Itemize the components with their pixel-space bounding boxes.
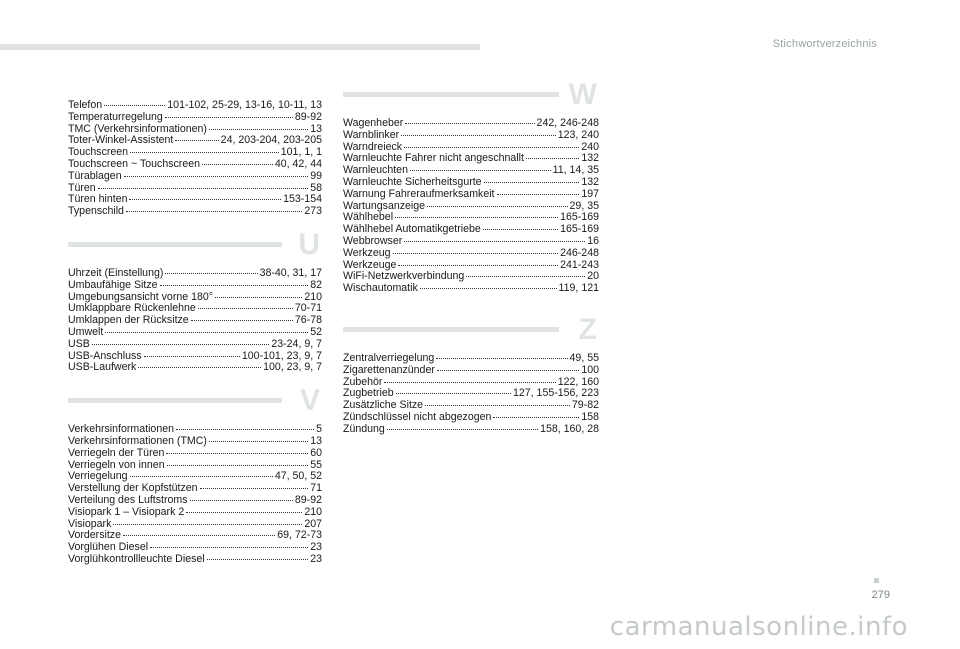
entry-term: Telefon	[68, 99, 103, 111]
letter-rule	[68, 242, 282, 247]
dot-leader	[144, 356, 240, 357]
entry-pages: 47, 50, 52	[274, 470, 322, 483]
letter-header-u	[68, 228, 322, 262]
entry-pages: 101, 1, 1	[280, 146, 322, 159]
dot-leader	[425, 405, 570, 406]
dot-leader	[436, 358, 567, 359]
index-entry	[343, 248, 599, 260]
header-rule	[0, 44, 480, 50]
entry-term: Visiopark	[68, 517, 112, 530]
dot-leader	[215, 297, 302, 298]
section-w	[343, 78, 599, 295]
dot-leader	[113, 524, 302, 525]
page-number: 279	[871, 589, 890, 601]
entry-pages: 55	[310, 458, 322, 471]
entry-pages: 210	[304, 290, 322, 303]
section-letter: U	[298, 227, 320, 261]
entry-pages: 273	[304, 205, 322, 218]
entry-pages: 241-243	[560, 258, 599, 271]
entry-term: Warndreieck	[343, 140, 403, 153]
entry-term: Verriegeln der Türen	[68, 446, 165, 459]
index-entry	[68, 554, 322, 566]
entry-pages: 58	[310, 181, 322, 194]
entry-pages: 165-169	[560, 223, 599, 236]
entry-term: Wagenheber	[343, 117, 404, 129]
dot-leader	[190, 500, 293, 501]
dot-leader	[98, 188, 309, 189]
dot-leader	[126, 211, 302, 212]
entry-pages: 23	[310, 552, 322, 565]
letter-header-w	[343, 78, 599, 112]
letter-rule	[343, 327, 559, 332]
dot-leader	[410, 170, 551, 171]
section-letter: W	[568, 78, 597, 111]
entry-term: Umklappen der Rücksitze	[68, 314, 189, 327]
entry-pages: 23-24, 9, 7	[271, 337, 322, 350]
index-entry	[343, 283, 599, 295]
index-entry	[68, 112, 322, 124]
dot-leader	[165, 117, 293, 118]
entry-pages: 13	[310, 122, 322, 135]
entry-term: Zubehör	[343, 375, 383, 388]
index-entry	[68, 362, 322, 374]
index-entry	[68, 495, 322, 507]
dot-leader	[165, 273, 257, 274]
entry-term: Vordersitze	[68, 529, 121, 542]
entry-term: Temperaturregelung	[68, 110, 163, 123]
entry-term: Zusätzliche Sitze	[343, 399, 424, 412]
dot-leader	[207, 559, 309, 560]
entry-term: USB-Anschluss	[68, 349, 142, 362]
index-entry	[68, 171, 322, 183]
dot-leader	[393, 253, 559, 254]
entry-pages: 101-102, 25-29, 13-16, 10-11, 13	[167, 99, 322, 111]
entry-pages: 5	[316, 423, 322, 436]
entry-term: Wählhebel Automatikgetriebe	[343, 223, 481, 236]
dot-leader	[387, 429, 538, 430]
entry-term: Uhrzeit (Einstellung)	[68, 266, 164, 279]
entry-pages: 240	[581, 140, 599, 153]
entry-term: Vorglühkontrollleuchte Diesel	[68, 552, 205, 565]
entry-term: Verstellung der Kopfstützen	[68, 482, 198, 495]
entry-term: Verkehrsinformationen	[68, 423, 174, 436]
watermark: carmanualsonline.info	[609, 612, 908, 642]
entry-term: Umbaufähige Sitze	[68, 278, 158, 291]
index-entry	[68, 436, 322, 448]
entry-list-t	[68, 100, 322, 218]
section-letter: Z	[578, 312, 597, 346]
entry-term: Visiopark 1 – Visiopark 2	[68, 505, 185, 518]
letter-header-z	[343, 313, 599, 347]
dot-leader	[405, 123, 534, 124]
entry-pages: 132	[581, 175, 599, 188]
entry-list-z	[343, 353, 599, 436]
dot-leader	[404, 147, 579, 148]
dot-leader	[176, 429, 314, 430]
entry-term: Werkzeug	[343, 246, 391, 259]
entry-pages: 38-40, 31, 17	[259, 266, 322, 279]
entry-term: Webbrowser	[343, 234, 403, 247]
entry-pages: 132	[581, 152, 599, 165]
entry-term: Wählhebel	[343, 211, 394, 224]
index-entry	[343, 189, 599, 201]
entry-pages: 60	[310, 446, 322, 459]
section-letter: V	[299, 384, 320, 418]
entry-pages: 100-101, 23, 9, 7	[241, 349, 322, 362]
entry-pages: 165-169	[560, 211, 599, 224]
dot-leader	[198, 308, 293, 309]
entry-pages: 11, 14, 35	[552, 164, 599, 177]
index-entry	[68, 339, 322, 351]
index-column-left	[68, 100, 322, 566]
index-entry	[68, 448, 322, 460]
entry-term: Türablagen	[68, 169, 122, 182]
entry-pages: 210	[304, 505, 322, 518]
dot-leader	[92, 344, 270, 345]
entry-pages: 13	[310, 434, 322, 447]
index-entry	[68, 315, 322, 327]
dot-leader	[104, 105, 165, 106]
entry-term: TMC (Verkehrsinformationen)	[68, 122, 207, 135]
entry-pages: 127, 155-156, 223	[512, 387, 599, 400]
dot-leader	[484, 182, 580, 183]
index-entry	[68, 327, 322, 339]
dot-leader	[427, 206, 567, 207]
dot-leader	[437, 370, 579, 371]
index-entry	[68, 280, 322, 292]
entry-pages: 79-82	[571, 399, 599, 412]
index-entry	[343, 353, 599, 365]
entry-term: Umklappbare Rückenlehne	[68, 302, 196, 315]
index-entry	[343, 412, 599, 424]
entry-list-w	[343, 118, 599, 295]
entry-term: Warnung Fahreraufmerksamkeit	[343, 187, 495, 200]
entry-pages: 23	[310, 541, 322, 554]
letter-rule	[68, 398, 282, 403]
dot-leader	[384, 382, 555, 383]
dot-leader	[123, 535, 275, 536]
page-marker	[874, 578, 879, 583]
entry-term: Touchscreen ~ Touchscreen	[68, 157, 201, 170]
dot-leader	[167, 465, 309, 466]
dot-leader	[398, 265, 558, 266]
entry-pages: 89-92	[294, 110, 322, 123]
dot-leader	[200, 488, 309, 489]
entry-term: Werkzeuge	[343, 258, 397, 271]
index-entry	[343, 177, 599, 189]
letter-header-v	[68, 384, 322, 418]
dot-leader	[105, 332, 308, 333]
entry-term: Verkehrsinformationen (TMC)	[68, 434, 207, 447]
entry-term: Wartungsanzeige	[343, 199, 426, 212]
section-t	[68, 100, 322, 218]
dot-leader	[124, 176, 309, 177]
entry-term: Warnleuchten	[343, 164, 408, 177]
entry-pages: 246-248	[560, 246, 599, 259]
dot-leader	[493, 417, 579, 418]
dot-leader	[202, 164, 273, 165]
entry-term: Warnleuchte Fahrer nicht angeschnallt	[343, 152, 524, 165]
dot-leader	[175, 140, 218, 141]
dot-leader	[166, 453, 308, 454]
entry-term: USB	[68, 337, 90, 350]
entry-term: Verteilung des Luftstroms	[68, 493, 188, 506]
section-z	[343, 313, 599, 436]
entry-list-u	[68, 268, 322, 374]
entry-pages: 122, 160	[557, 375, 599, 388]
dot-leader	[138, 367, 261, 368]
dot-leader	[150, 547, 308, 548]
dot-leader	[395, 217, 558, 218]
dot-leader	[466, 276, 585, 277]
index-entry	[343, 130, 599, 142]
entry-term: Türen	[68, 181, 96, 194]
entry-pages: 100, 23, 9, 7	[263, 361, 322, 374]
dot-leader	[526, 158, 579, 159]
entry-pages: 100	[581, 363, 599, 376]
entry-term: Toter-Winkel-Assistent	[68, 134, 174, 147]
entry-term: Vorglühen Diesel	[68, 541, 149, 554]
entry-term: Zentralverriegelung	[343, 351, 435, 364]
entry-pages: 76-78	[294, 314, 322, 327]
dot-leader	[130, 476, 273, 477]
entry-term: Umwelt	[68, 325, 104, 338]
index-entry	[68, 159, 322, 171]
dot-leader	[209, 441, 308, 442]
dot-leader	[420, 288, 557, 289]
entry-term: Zigarettenanzünder	[343, 363, 435, 376]
entry-term: USB-Laufwerk	[68, 361, 137, 374]
index-entry	[343, 424, 599, 436]
entry-term: Warnblinker	[343, 128, 400, 141]
entry-pages: 40, 42, 44	[274, 157, 322, 170]
entry-term: Wischautomatik	[343, 282, 418, 295]
dot-leader	[404, 241, 585, 242]
index-entry	[68, 507, 322, 519]
entry-term: Verriegeln von innen	[68, 458, 165, 471]
index-entry	[343, 236, 599, 248]
entry-pages: 207	[304, 517, 322, 530]
entry-term: Verriegelung	[68, 470, 128, 483]
entry-pages: 242, 246-248	[536, 117, 599, 129]
dot-leader	[401, 135, 556, 136]
dot-leader	[497, 194, 580, 195]
section-u	[68, 228, 322, 374]
entry-term: WiFi-Netzwerkverbindung	[343, 270, 465, 283]
entry-term: Touchscreen	[68, 146, 129, 159]
dot-leader	[129, 199, 281, 200]
dot-leader	[191, 320, 293, 321]
entry-pages: 158	[581, 410, 599, 423]
letter-rule	[343, 92, 559, 97]
dot-leader	[130, 152, 279, 153]
entry-pages: 16	[587, 234, 599, 247]
entry-pages: 69, 72-73	[277, 529, 322, 542]
entry-pages: 158, 160, 28	[540, 422, 599, 435]
entry-pages: 123, 240	[557, 128, 599, 141]
entry-pages: 24, 203-204, 203-205	[220, 134, 322, 147]
entry-pages: 20	[587, 270, 599, 283]
dot-leader	[209, 129, 308, 130]
page-title: Stichwortverzeichnis	[772, 38, 877, 50]
entry-pages: 82	[310, 278, 322, 291]
dot-leader	[160, 285, 309, 286]
entry-list-v	[68, 424, 322, 566]
entry-pages: 29, 35	[569, 199, 599, 212]
entry-pages: 52	[310, 325, 322, 338]
entry-pages: 71	[310, 482, 322, 495]
entry-pages: 197	[581, 187, 599, 200]
index-entry	[68, 268, 322, 280]
entry-pages: 49, 55	[569, 351, 599, 364]
entry-term: Typenschild	[68, 205, 124, 218]
entry-term: Türen hinten	[68, 193, 128, 206]
entry-pages: 153-154	[283, 193, 322, 206]
index-entry	[68, 206, 322, 218]
dot-leader	[186, 512, 302, 513]
section-v	[68, 384, 322, 566]
entry-pages: 70-71	[294, 302, 322, 315]
entry-pages: 99	[310, 169, 322, 182]
index-column-right	[343, 78, 599, 436]
entry-term: Zündung	[343, 422, 385, 435]
entry-term: Umgebungsansicht vorne 180°	[68, 290, 213, 303]
entry-pages: 89-92	[294, 493, 322, 506]
index-entry	[343, 365, 599, 377]
entry-term: Warnleuchte Sicherheitsgurte	[343, 175, 482, 188]
entry-term: Zündschlüssel nicht abgezogen	[343, 410, 492, 423]
entry-pages: 119, 121	[558, 282, 599, 295]
dot-leader	[483, 229, 558, 230]
entry-term: Zugbetrieb	[343, 387, 394, 400]
dot-leader	[396, 393, 511, 394]
